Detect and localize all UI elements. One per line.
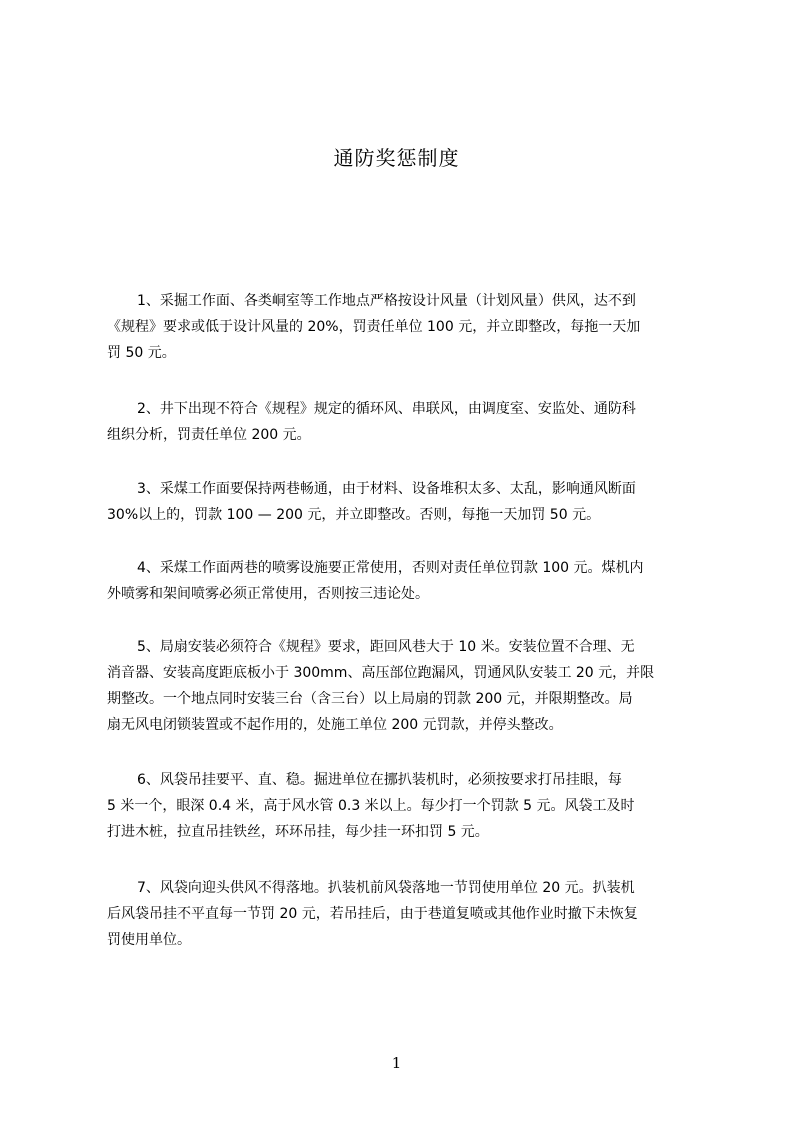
page-title: 通防奖惩制度 bbox=[333, 146, 460, 170]
page-number: 1 bbox=[391, 1054, 402, 1072]
paragraph-6 bbox=[107, 767, 707, 845]
paragraph-line: 《规程》要求或低于设计风量的 20%，罚责任单位 100 元，并立即整改，每拖一天加 bbox=[107, 319, 641, 335]
paragraph-4 bbox=[107, 555, 707, 607]
paragraph-line: 2、井下出现不符合《规程》规定的循环风、串联风，由调度室、安监处、通防科 bbox=[137, 401, 636, 417]
paragraph-line: 后风袋吊挂不平直每一节罚 20 元，若吊挂后，由于巷道复喷或其他作业时撤下未恢复 bbox=[107, 906, 638, 922]
paragraph-2 bbox=[107, 396, 707, 448]
paragraph-line: 打进木桩，拉直吊挂铁丝，环环吊挂，每少挂一环扣罚 5 元。 bbox=[107, 824, 489, 840]
paragraph-line: 消音器、安装高度距底板小于 300mm、高压部位跑漏风，罚通风队安装工 20 元，并限 bbox=[107, 665, 655, 681]
paragraph-line: 5 米一个，眼深 0.4 米，高于风水管 0.3 米以上。每少打一个罚款 5 元。风袋工及时 bbox=[107, 798, 635, 814]
paragraph-7 bbox=[107, 875, 707, 953]
paragraph-line: 组织分析，罚责任单位 200 元。 bbox=[107, 427, 311, 443]
paragraph-1 bbox=[107, 288, 707, 366]
paragraph-line: 1、采掘工作面、各类峒室等工作地点严格按设计风量（计划风量）供风，达不到 bbox=[137, 293, 636, 309]
paragraph-line: 期整改。一个地点同时安装三台（含三台）以上局扇的罚款 200 元，并限期整改。局 bbox=[107, 691, 633, 707]
paragraph-line: 罚 50 元。 bbox=[107, 345, 176, 361]
paragraph-3 bbox=[107, 476, 707, 528]
paragraph-line: 6、风袋吊挂要平、直、稳。掘进单位在挪扒装机时，必须按要求打吊挂眼，每 bbox=[137, 772, 622, 788]
paragraph-line: 7、风袋向迎头供风不得落地。扒装机前风袋落地一节罚使用单位 20 元。扒装机 bbox=[137, 880, 635, 896]
paragraph-line: 罚使用单位。 bbox=[107, 932, 191, 948]
paragraph-line: 扇无风电闭锁装置或不起作用的，处施工单位 200 元罚款，并停头整改。 bbox=[107, 717, 563, 733]
paragraph-5 bbox=[107, 634, 707, 738]
paragraph-line: 4、采煤工作面两巷的喷雾设施要正常使用，否则对责任单位罚款 100 元。煤机内 bbox=[137, 560, 644, 576]
paragraph-line: 外喷雾和架间喷雾必须正常使用，否则按三违论处。 bbox=[107, 586, 429, 602]
paragraph-line: 5、局扇安装必须符合《规程》要求，距回风巷大于 10 米。安装位置不合理、无 bbox=[137, 639, 635, 655]
paragraph-line: 3、采煤工作面要保持两巷畅通，由于材料、设备堆积太多、太乱，影响通风断面 bbox=[137, 481, 636, 497]
paragraph-line: 30%以上的，罚款 100 — 200 元，并立即整改。否则，每拖一天加罚 50 元。 bbox=[107, 507, 601, 523]
